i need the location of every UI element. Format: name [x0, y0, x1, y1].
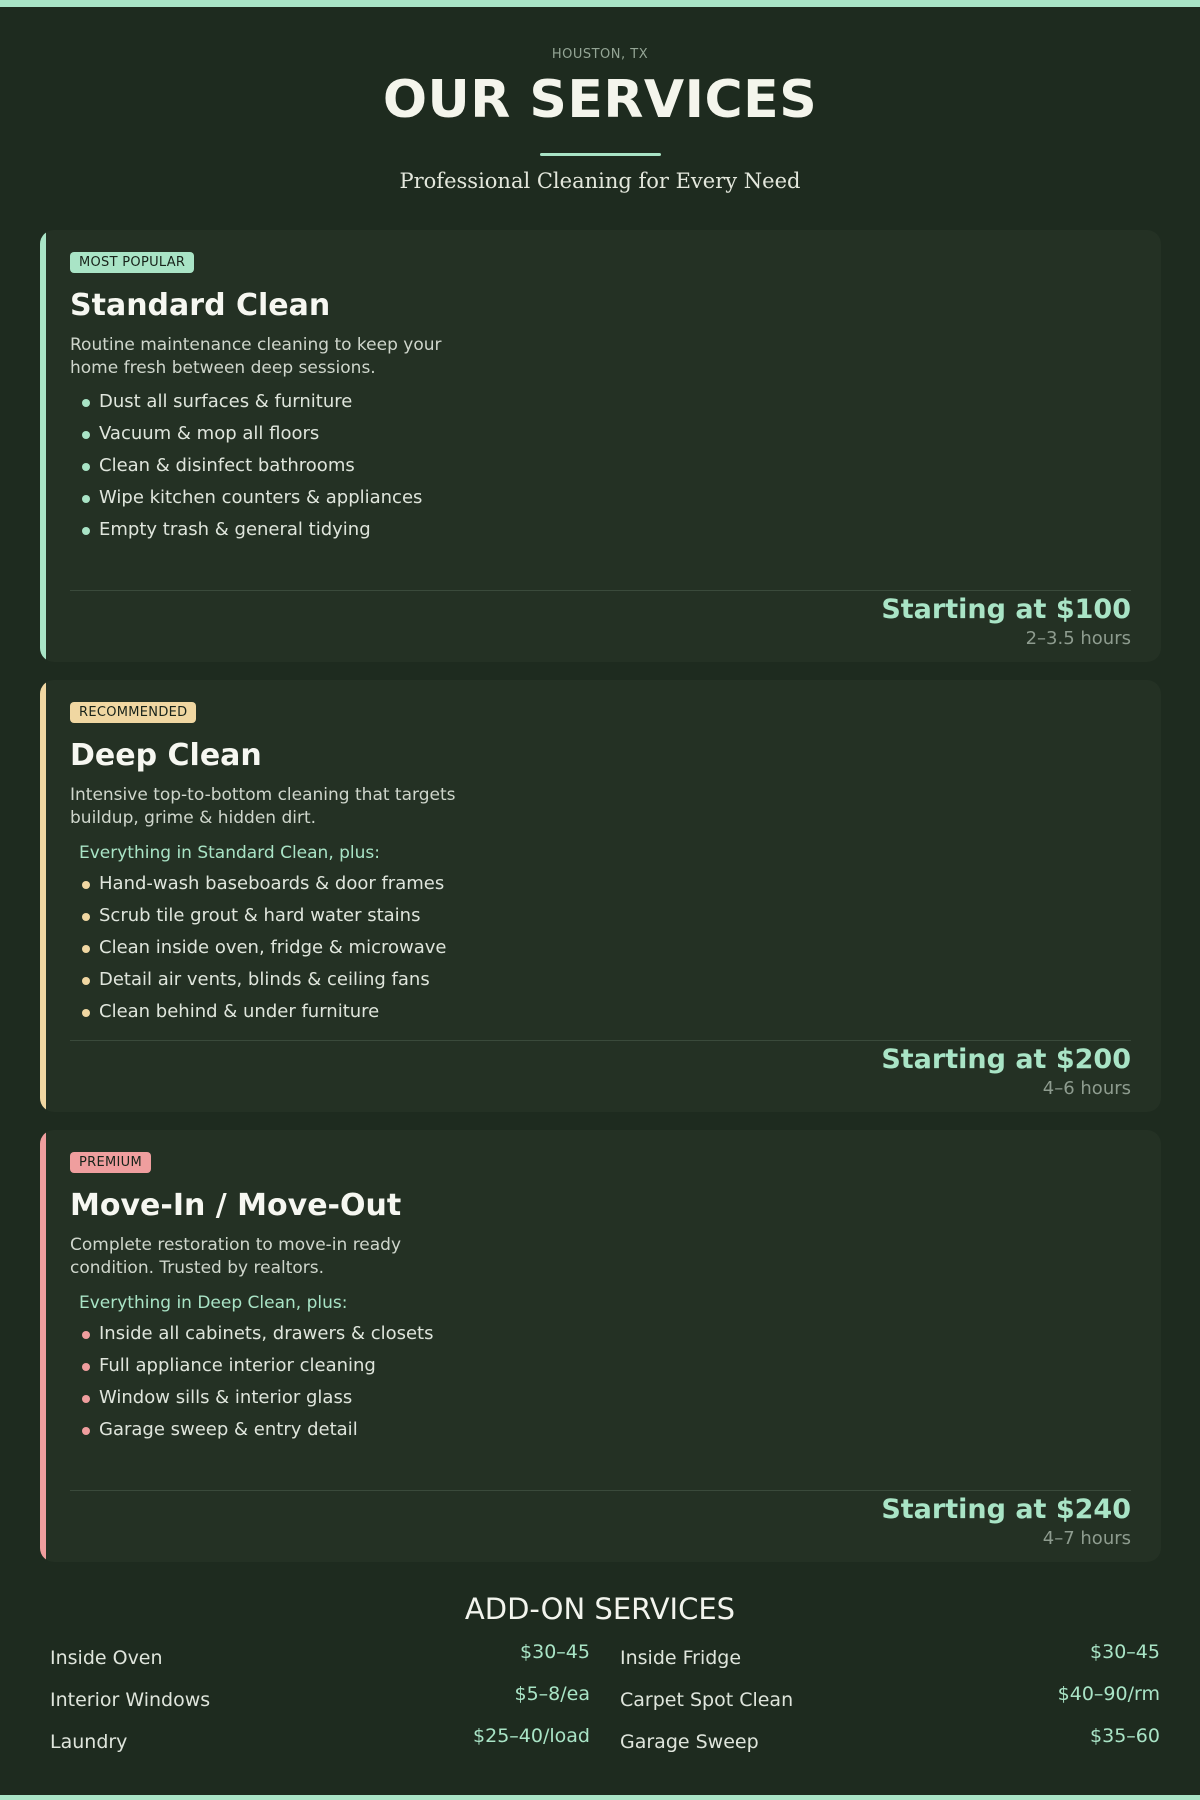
addon-item	[50, 1683, 590, 1713]
includes-note: Everything in Standard Clean, plus:	[79, 843, 381, 863]
feature-text: Detail air vents, blinds & ceiling fans	[99, 969, 430, 990]
bullet-dot-icon	[82, 881, 90, 889]
service-name: Standard Clean	[70, 288, 331, 323]
service-description: Routine maintenance cleaning to keep your home fresh between deep sessions.	[70, 335, 442, 378]
feature-text: Garage sweep & entry detail	[99, 1419, 358, 1440]
feature-text: Dust all surfaces & furniture	[99, 391, 353, 412]
addon-name: Carpet Spot Clean	[620, 1689, 794, 1711]
feature-text: Wipe kitchen counters & appliances	[99, 487, 423, 508]
service-price: Starting at $240	[881, 1494, 1131, 1525]
feature-text: Clean inside oven, fridge & microwave	[99, 937, 447, 958]
addon-name: Interior Windows	[50, 1689, 211, 1711]
feature-item	[79, 418, 422, 450]
card-accent-bar	[40, 1130, 46, 1562]
feature-text: Full appliance interior cleaning	[99, 1355, 376, 1376]
feature-text: Window sills & interior glass	[99, 1387, 353, 1408]
service-description: Complete restoration to move-in ready condition. Trusted by realtors.	[70, 1235, 402, 1278]
feature-list	[79, 386, 422, 546]
feature-text: Hand-wash baseboards & door frames	[99, 873, 445, 894]
card-accent-bar	[40, 230, 46, 662]
bullet-dot-icon	[82, 495, 90, 503]
service-badge: PREMIUM	[70, 1152, 151, 1173]
feature-item	[79, 932, 446, 964]
service-name: Move-In / Move-Out	[70, 1188, 402, 1223]
feature-text: Clean behind & under furniture	[99, 1001, 380, 1022]
addon-item	[50, 1641, 590, 1671]
feature-item	[79, 386, 422, 418]
feature-item	[79, 514, 422, 546]
feature-list	[79, 868, 446, 1028]
service-price: Starting at $100	[881, 594, 1131, 625]
feature-item	[79, 1414, 434, 1446]
feature-text: Vacuum & mop all floors	[99, 423, 320, 444]
bullet-dot-icon	[82, 399, 90, 407]
service-duration: 4–7 hours	[1042, 1528, 1131, 1549]
bullet-dot-icon	[82, 1009, 90, 1017]
addon-price: $25–40/load	[473, 1725, 590, 1747]
service-card-deep	[40, 680, 1161, 1112]
service-duration: 2–3.5 hours	[1025, 628, 1131, 649]
bottom-accent-bar	[0, 1795, 1200, 1800]
addon-price: $30–45	[1090, 1641, 1160, 1663]
addon-price: $40–90/rm	[1057, 1683, 1160, 1705]
feature-text: Clean & disinfect bathrooms	[99, 455, 355, 476]
includes-note: Everything in Deep Clean, plus:	[79, 1293, 348, 1313]
feature-text: Scrub tile grout & hard water stains	[99, 905, 421, 926]
service-badge: RECOMMENDED	[70, 702, 196, 723]
page-title: OUR SERVICES	[382, 70, 818, 130]
addon-name: Inside Fridge	[620, 1647, 742, 1669]
bullet-dot-icon	[82, 913, 90, 921]
card-divider	[70, 1040, 1131, 1041]
title-underline	[540, 153, 661, 156]
bullet-dot-icon	[82, 1363, 90, 1371]
addon-item	[620, 1725, 1160, 1755]
feature-item	[79, 996, 446, 1028]
service-card-move	[40, 1130, 1161, 1562]
feature-item	[79, 868, 446, 900]
addon-price: $30–45	[520, 1641, 590, 1663]
page-subtitle: Professional Cleaning for Every Need	[399, 169, 801, 193]
feature-item	[79, 1318, 434, 1350]
service-description: Intensive top-to-bottom cleaning that targets buildup, grime & hidden dirt.	[70, 785, 456, 828]
feature-text: Inside all cabinets, drawers & closets	[99, 1323, 434, 1344]
feature-item	[79, 964, 446, 996]
feature-item	[79, 1350, 434, 1382]
bullet-dot-icon	[82, 977, 90, 985]
feature-list	[79, 1318, 434, 1446]
addon-item	[620, 1683, 1160, 1713]
bullet-dot-icon	[82, 945, 90, 953]
feature-item	[79, 900, 446, 932]
bullet-dot-icon	[82, 1427, 90, 1435]
card-accent-bar	[40, 680, 46, 1112]
bullet-dot-icon	[82, 527, 90, 535]
addon-name: Laundry	[50, 1731, 128, 1753]
addons-title: ADD-ON SERVICES	[464, 1592, 736, 1626]
addon-item	[620, 1641, 1160, 1671]
service-name: Deep Clean	[70, 738, 262, 773]
feature-item	[79, 450, 422, 482]
feature-text: Empty trash & general tidying	[99, 519, 371, 540]
addon-price: $35–60	[1090, 1725, 1160, 1747]
service-duration: 4–6 hours	[1042, 1078, 1131, 1099]
addon-name: Garage Sweep	[620, 1731, 759, 1753]
card-divider	[70, 590, 1131, 591]
service-badge: MOST POPULAR	[70, 252, 194, 273]
addon-name: Inside Oven	[50, 1647, 163, 1669]
bullet-dot-icon	[82, 431, 90, 439]
bullet-dot-icon	[82, 1331, 90, 1339]
feature-item	[79, 482, 422, 514]
bullet-dot-icon	[82, 1395, 90, 1403]
service-card-standard	[40, 230, 1161, 662]
service-price: Starting at $200	[881, 1044, 1131, 1075]
feature-item	[79, 1382, 434, 1414]
top-accent-bar	[0, 0, 1200, 7]
addon-item	[50, 1725, 590, 1755]
bullet-dot-icon	[82, 463, 90, 471]
card-divider	[70, 1490, 1131, 1491]
location-label: HOUSTON, TX	[551, 47, 649, 62]
addon-price: $5–8/ea	[514, 1683, 590, 1705]
